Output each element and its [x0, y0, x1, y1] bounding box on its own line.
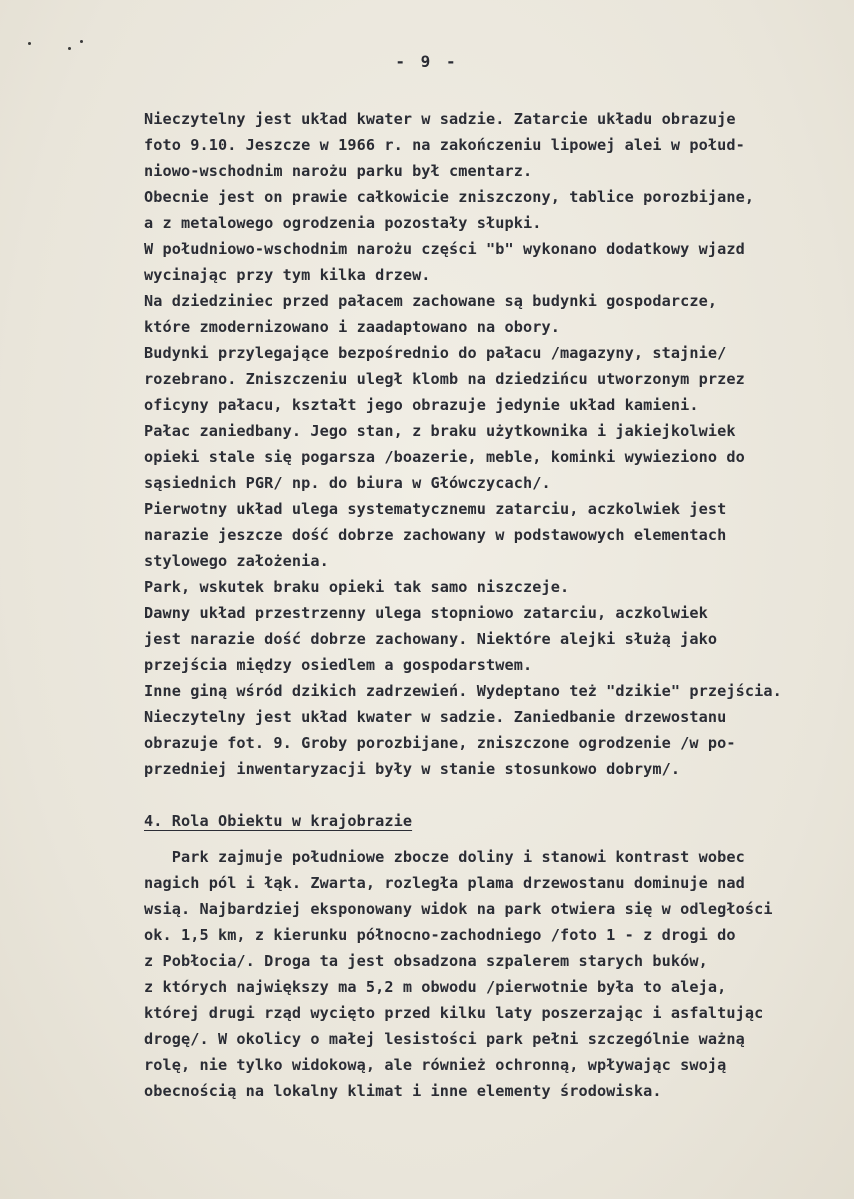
text-line: przedniej inwentaryzacji były w stanie stosunkowo dobrym/. [144, 760, 681, 778]
text-line: W południowo-wschodnim narożu części "b" wykonano dodatkowy wjazd [144, 240, 745, 258]
speck-mark [80, 40, 83, 43]
text-line: Nieczytelny jest układ kwater w sadzie. Zatarcie układu obrazuje [144, 110, 736, 128]
speck-mark [28, 42, 31, 45]
text-line: nagich pól i łąk. Zwarta, rozległa plama drzewostanu dominuje nad [144, 874, 745, 892]
text-line: jest narazie dość dobrze zachowany. Niektóre alejki służą jako [144, 630, 718, 648]
text-line: Obecnie jest on prawie całkowicie zniszczony, tablice porozbijane, [144, 188, 755, 206]
text-line: narazie jeszcze dość dobrze zachowany w podstawowych elementach [144, 526, 727, 544]
text-line: wycinając przy tym kilka drzew. [144, 266, 431, 284]
text-line: Nieczytelny jest układ kwater w sadzie. Zaniedbanie drzewostanu [144, 708, 727, 726]
text-line: które zmodernizowano i zaadaptowano na obory. [144, 318, 560, 336]
text-line: Budynki przylegające bezpośrednio do pałacu /magazyny, stajnie/ [144, 344, 727, 362]
text-line: której drugi rząd wycięto przed kilku laty poszerzając i asfaltując [144, 1004, 764, 1022]
text-line: a z metalowego ogrodzenia pozostały słupki. [144, 214, 542, 232]
page-number: - 9 - [395, 52, 459, 71]
text-line: obrazuje fot. 9. Groby porozbijane, zniszczone ogrodzenie /w po- [144, 734, 736, 752]
text-line: foto 9.10. Jeszcze w 1966 r. na zakończeniu lipowej alei w połud- [144, 136, 745, 154]
text-line: Pałac zaniedbany. Jego stan, z braku użytkownika i jakiejkolwiek [144, 422, 736, 440]
text-line: drogę/. W okolicy o małej lesistości park pełni szczególnie ważną [144, 1030, 745, 1048]
text-line: Dawny układ przestrzenny ulega stopniowo zatarciu, aczkolwiek [144, 604, 708, 622]
text-line: oficyny pałacu, kształt jego obrazuje jedynie układ kamieni. [144, 396, 699, 414]
speck-mark [68, 47, 71, 50]
text-line: Park, wskutek braku opieki tak samo niszczeje. [144, 578, 570, 596]
text-line: niowo-wschodnim narożu parku był cmentarz. [144, 162, 533, 180]
text-line: Pierwotny układ ulega systematycznemu zatarciu, aczkolwiek jest [144, 500, 727, 518]
text-line: stylowego założenia. [144, 552, 329, 570]
text-line: wsią. Najbardziej eksponowany widok na park otwiera się w odległości [144, 900, 773, 918]
text-line: rolę, nie tylko widokową, ale również ochronną, wpływając swoją [144, 1056, 727, 1074]
text-line: Na dziedziniec przed pałacem zachowane są budynki gospodarcze, [144, 292, 718, 310]
text-line: z Pobłocia/. Droga ta jest obsadzona szpalerem starych buków, [144, 952, 708, 970]
text-line: opieki stale się pogarsza /boazerie, meble, kominki wywieziono do [144, 448, 745, 466]
text-line: Park zajmuje południowe zbocze doliny i stanowi kontrast wobec [144, 848, 745, 866]
text-line: sąsiednich PGR/ np. do biura w Główczycach/. [144, 474, 551, 492]
text-line: obecnością na lokalny klimat i inne elementy środowiska. [144, 1082, 662, 1100]
text-line: Inne giną wśród dzikich zadrzewień. Wydeptano też "dzikie" przejścia. [144, 682, 782, 700]
text-line: ok. 1,5 km, z kierunku północno-zachodniego /foto 1 - z drogi do [144, 926, 736, 944]
text-line: przejścia między osiedlem a gospodarstwem. [144, 656, 533, 674]
text-line: z których największy ma 5,2 m obwodu /pierwotnie była to aleja, [144, 978, 727, 996]
text-line: rozebrano. Zniszczeniu uległ klomb na dziedzińcu utworzonym przez [144, 370, 745, 388]
section-heading: 4. Rola Obiektu w krajobrazie [144, 812, 413, 830]
